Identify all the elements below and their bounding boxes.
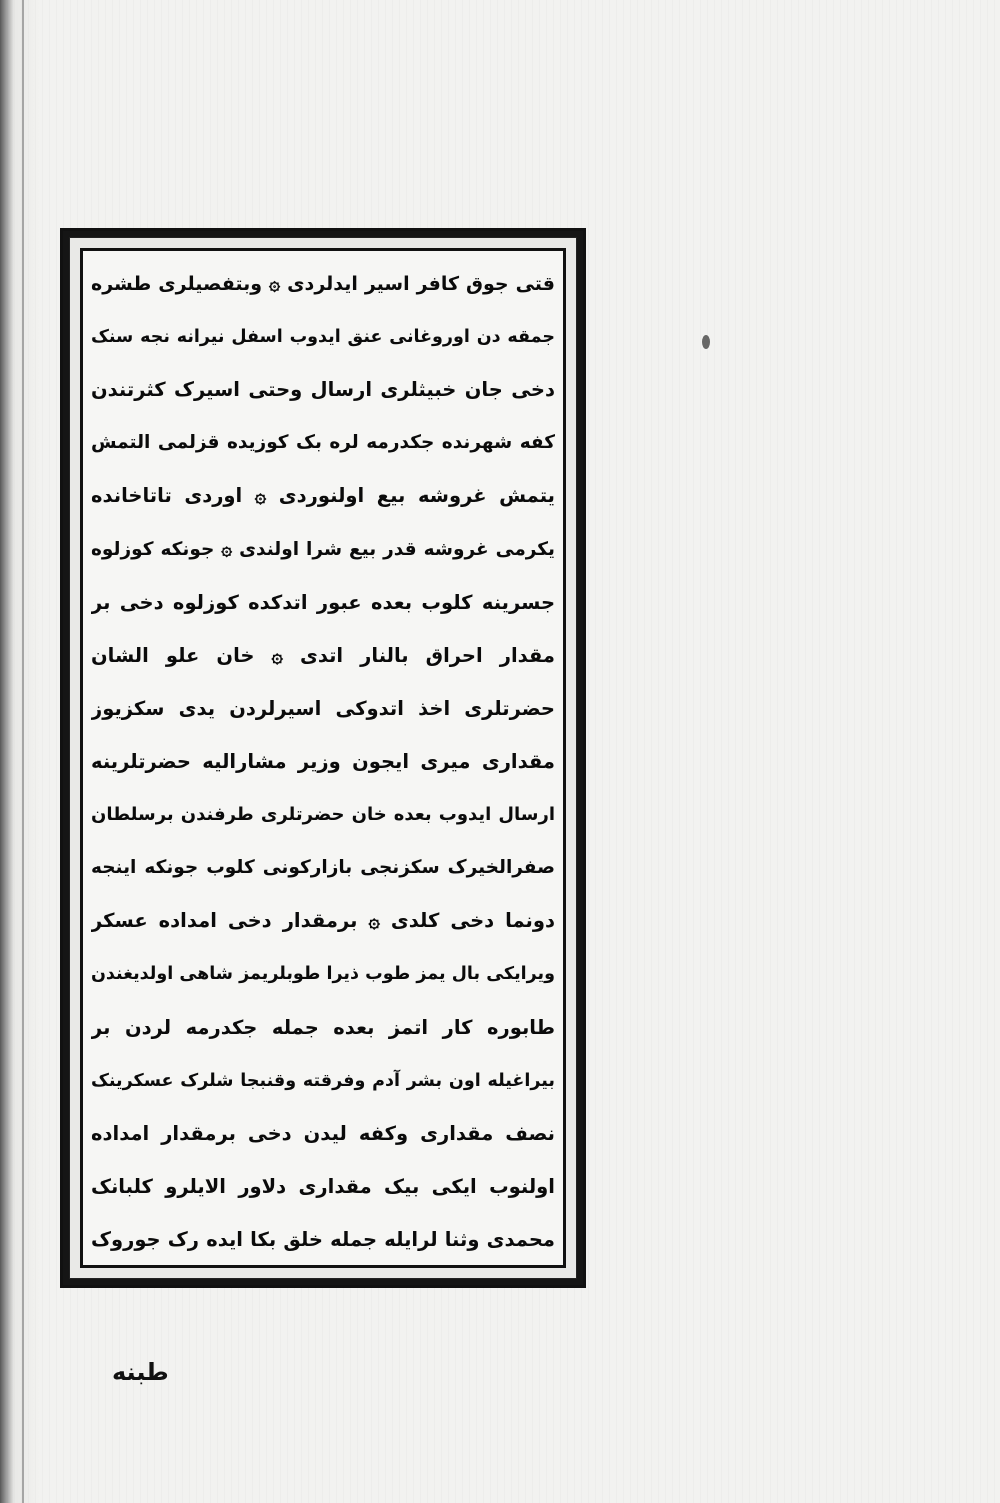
text-line: قتی جوق کافر اسیر ایدلردی ۞ وبتفصیلری طشره xyxy=(91,273,555,295)
text-line: حضرتلری اخذ اتدوکی اسیرلردن یدی سکزیوز xyxy=(91,696,555,720)
text-line: بیراغیله اون بشر آدم وفرقته وقنبجا شلرک عسکرینک xyxy=(91,1070,555,1091)
text-line: جمقه دن اوروغانی عنق ایدوب اسفل نیرانه نجه سنک xyxy=(91,327,555,348)
text-line: یکرمی غروشه قدر بیع شرا اولندی ۞ جونکه کوزلوه xyxy=(91,538,555,560)
text-line: نصف مقداری وکفه لیدن دخی برمقدار امداده xyxy=(91,1121,555,1145)
text-line: صفرالخیرک سکزنجی بازارکونی کلوب جونکه اینجه xyxy=(91,857,555,879)
catchword: طبنه xyxy=(112,1358,169,1386)
text-line: دخی جان خبیثلری ارسال وحتی اسیرک کثرتندن xyxy=(91,378,555,402)
frame-margin xyxy=(69,237,577,1279)
text-line: ویرایکی بال یمز طوب ذیرا طوبلریمز شاهی اولدیغندن xyxy=(91,964,555,985)
text-line: کفه شهرنده جکدرمه لره بک کوزیده قزلمی التمش xyxy=(91,432,555,454)
text-line: مقدار احراق بالنار اتدی ۞ خان علو الشان xyxy=(91,643,555,667)
text-line: دونما دخی کلدی ۞ برمقدار دخی امداده عسکر xyxy=(91,909,555,933)
text-line: محمدی وثنا لرایله جمله خلق بکا ایده رک جوروک xyxy=(91,1227,555,1251)
text-line: اولنوب ایکی بیک مقداری دلاور الایلرو کلبانک xyxy=(91,1174,555,1198)
text-panel xyxy=(80,248,566,1268)
text-line: مقداری میری ایجون وزیر مشارالیه حضرتلرینه xyxy=(91,749,555,773)
text-line: یتمش غروشه بیع اولنوردی ۞ اوردی تاتاخانده xyxy=(91,484,555,508)
ink-blot xyxy=(702,335,710,349)
text-block xyxy=(91,269,555,1255)
text-line: طابوره کار اتمز بعده جمله جکدرمه لردن بر xyxy=(91,1015,555,1039)
text-frame xyxy=(60,228,586,1288)
text-line: ارسال ایدوب بعده خان حضرتلری طرفندن برسلطان xyxy=(91,804,555,826)
binding-gutter xyxy=(22,0,24,1503)
text-line: جسرینه کلوب بعده عبور اتدکده کوزلوه دخی بر xyxy=(91,590,555,614)
